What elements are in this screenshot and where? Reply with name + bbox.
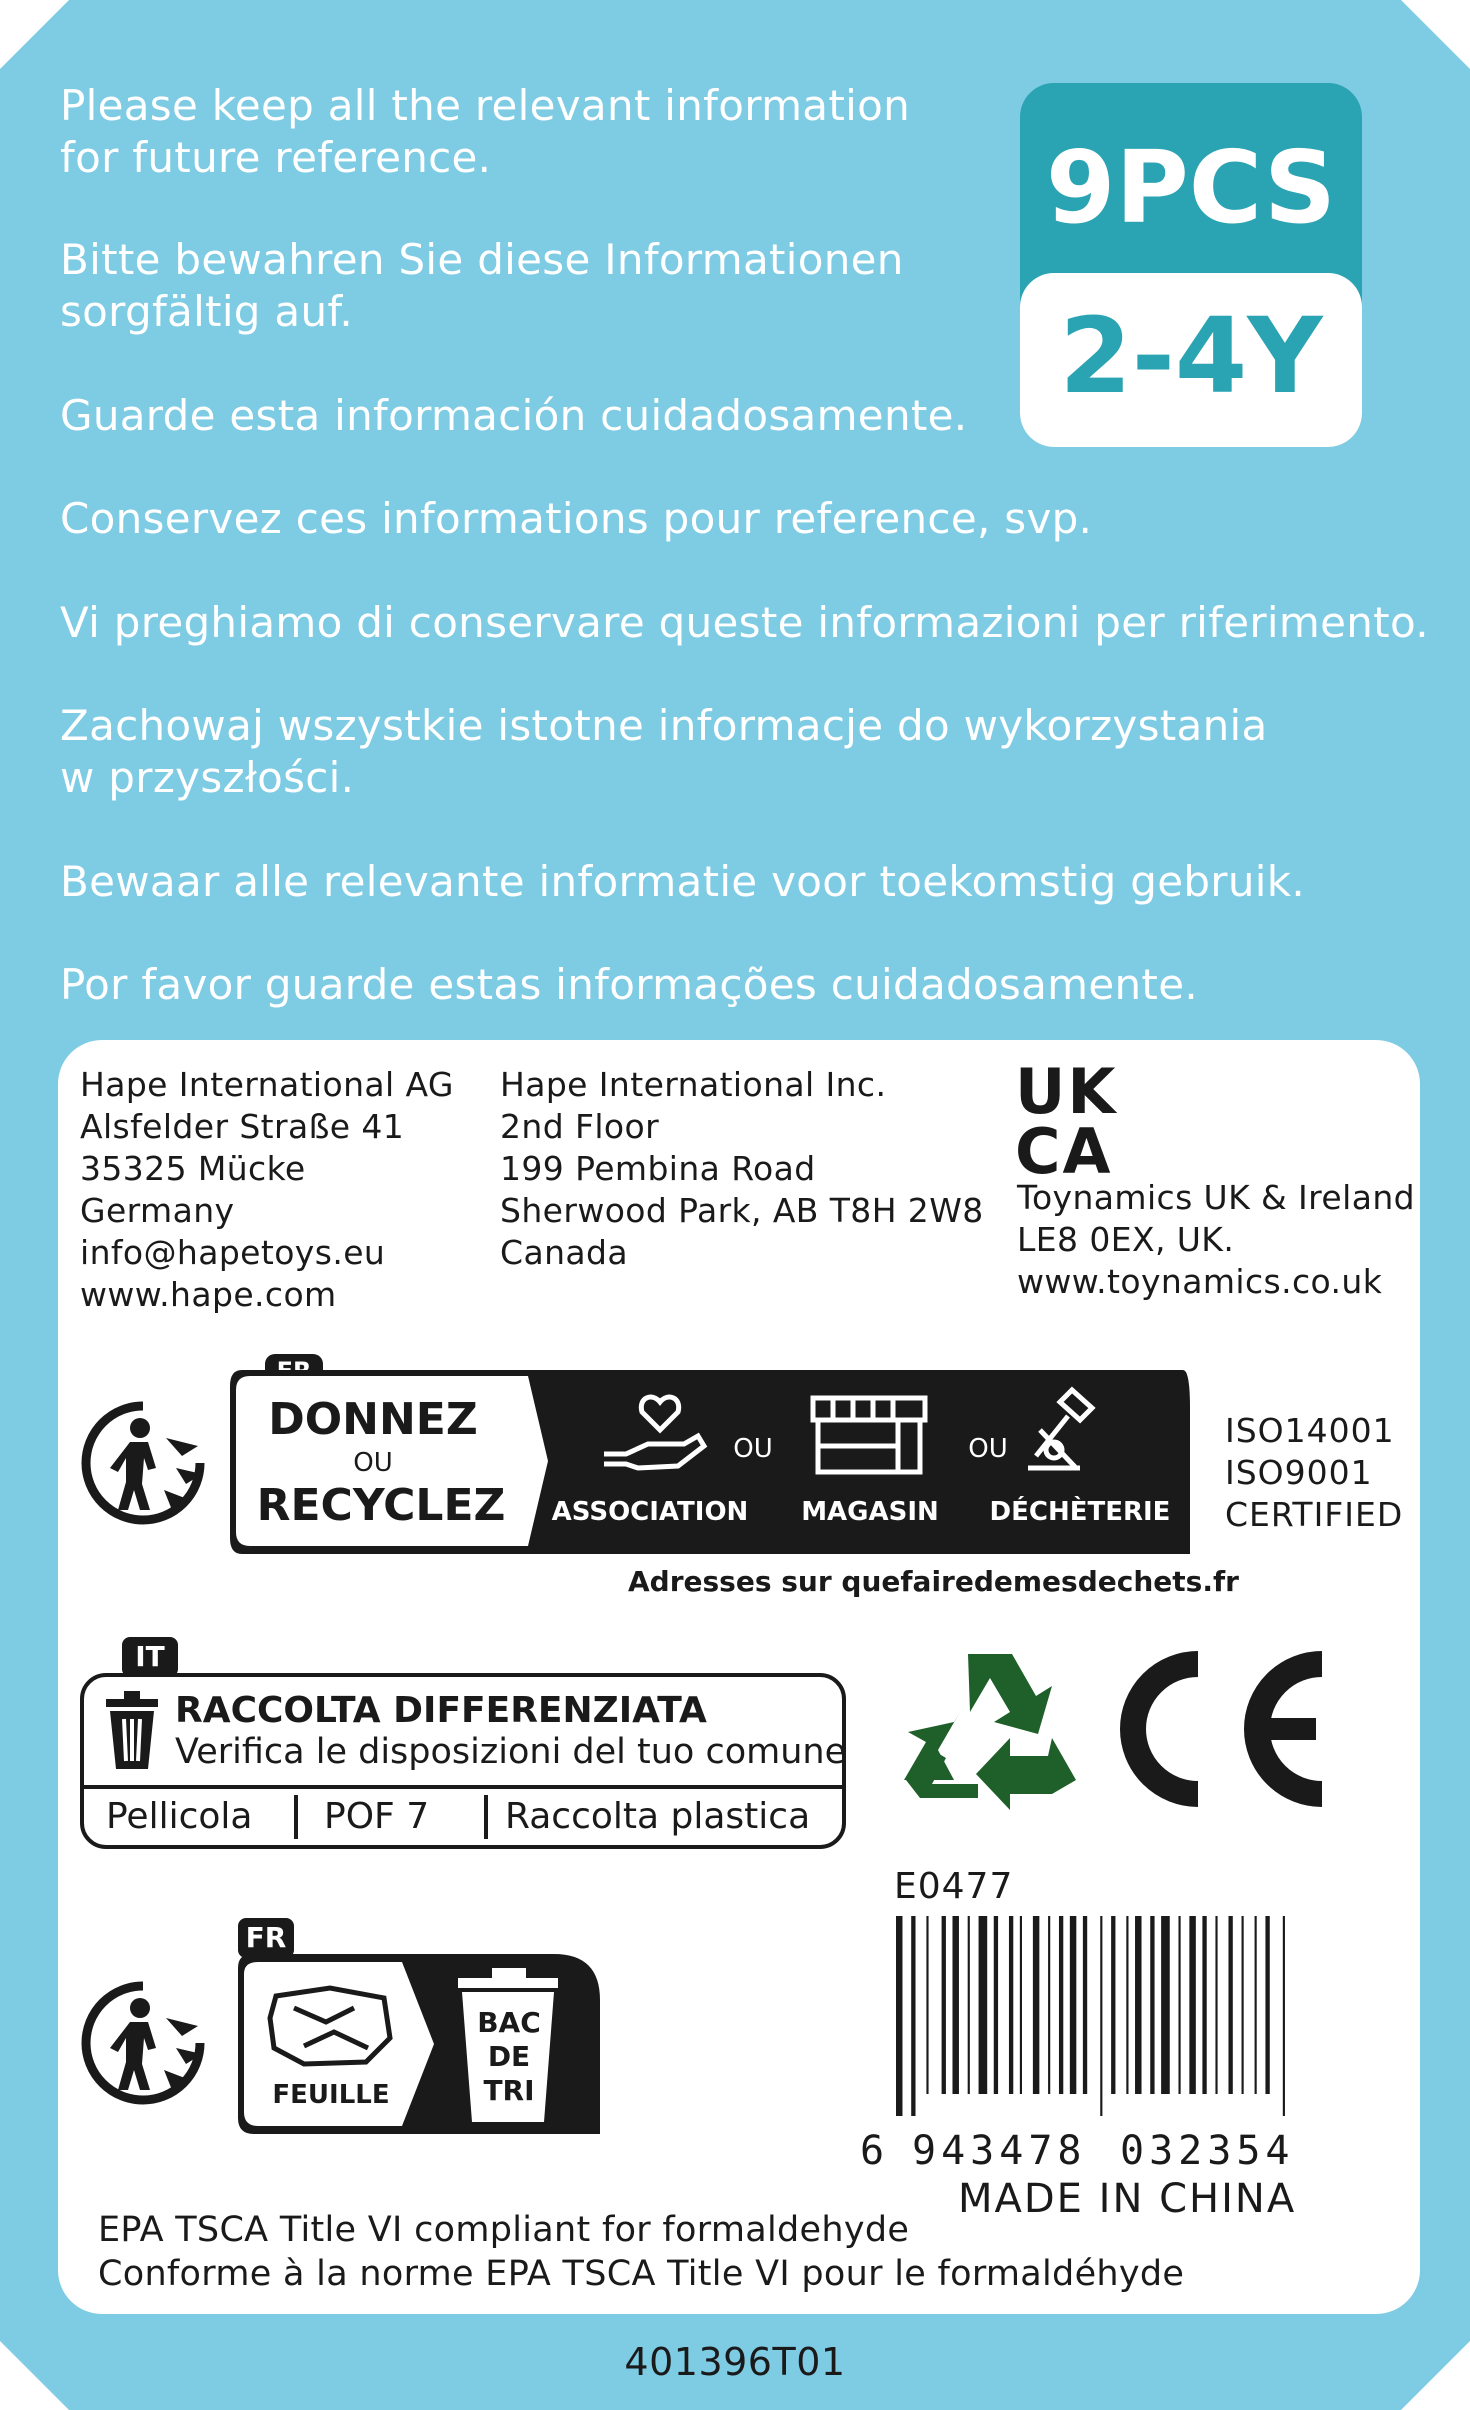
magasin-label: MAGASIN — [801, 1497, 939, 1527]
barcode-bar — [952, 1916, 958, 2094]
barcode-bar — [1048, 1916, 1050, 2094]
barcode-bar — [1100, 1916, 1102, 2116]
barcode-bar — [1020, 1916, 1022, 2094]
raccolta-subtitle: Verifica le disposizioni del tuo comune — [175, 1732, 847, 1772]
notice-french: Conservez ces informations pour reference, svp. — [60, 494, 1093, 543]
trash-bin-icon — [102, 1689, 162, 1773]
donnez-ou-text: OU — [353, 1448, 393, 1478]
barcode-bar — [1111, 1916, 1115, 2094]
raccolta-material: Pellicola — [106, 1796, 253, 1837]
recyclez-text: RECYCLEZ — [256, 1480, 506, 1531]
barcode-bar — [1059, 1916, 1063, 2094]
barcode — [892, 1916, 1372, 2126]
barcode-bar — [1202, 1916, 1206, 2094]
product-code: 401396T01 — [624, 2340, 846, 2384]
iso-certifications: ISO14001 ISO9001 CERTIFIED — [1225, 1411, 1404, 1534]
barcode-bar — [1255, 1916, 1257, 2094]
corner-cut-top-right — [1386, 0, 1470, 84]
barcode-bar — [911, 1916, 915, 2116]
barcode-bar — [1178, 1916, 1180, 2094]
barcode-bar — [994, 1916, 998, 2094]
bac-de-tri-label: BAC DE TRI — [477, 2006, 541, 2107]
barcode-lead-digit: 6 — [860, 2128, 890, 2174]
barcode-bar — [1189, 1916, 1195, 2094]
barcode-right-digits: 032354 — [1120, 2128, 1295, 2174]
age-box — [1020, 273, 1362, 447]
barcode-bar — [1033, 1916, 1039, 2094]
raccolta-code: POF 7 — [324, 1796, 430, 1837]
barcode-bar — [1242, 1916, 1244, 2094]
epa-notice-english: EPA TSCA Title VI compliant for formaldehyde — [98, 2210, 910, 2250]
triman-icon — [78, 1398, 208, 1528]
barcode-bar — [942, 1916, 946, 2094]
barcode-bar — [926, 1916, 928, 2094]
raccolta-title: RACCOLTA DIFFERENZIATA — [175, 1690, 707, 1731]
piece-count: 9PCS — [1045, 129, 1337, 246]
feuille-label: FEUILLE — [272, 2080, 390, 2110]
barcode-bar — [1265, 1916, 1269, 2094]
association-label: ASSOCIATION — [551, 1497, 749, 1527]
barcode-bar — [1215, 1916, 1217, 2094]
barcode-bar — [1161, 1916, 1170, 2094]
triman-icon-2 — [78, 1978, 208, 2108]
barcode-bar — [1283, 1916, 1285, 2116]
barcode-bar — [1135, 1916, 1141, 2094]
notice-portuguese: Por favor guarde estas informações cuidadosamente. — [60, 960, 1198, 1009]
barcode-bar — [1126, 1916, 1128, 2094]
notice-english: Please keep all the relevant information for future reference. — [60, 81, 910, 182]
donnez-text: DONNEZ — [268, 1394, 478, 1445]
address-canada: Hape International Inc. 2nd Floor 199 Pembina Road Sherwood Park, AB T8H 2W8 Canada — [500, 1065, 984, 1272]
barcode-bar — [1228, 1916, 1232, 2094]
batch-code: E0477 — [894, 1866, 1014, 1907]
barcode-bar — [1009, 1916, 1013, 2094]
notice-italian: Vi preghiamo di conservare queste informazioni per riferimento. — [60, 598, 1429, 647]
barcode-bar — [968, 1916, 970, 2094]
barcode-bar — [1150, 1916, 1154, 2094]
raccolta-stream: Raccolta plastica — [505, 1796, 811, 1837]
barcode-bar — [896, 1916, 902, 2116]
epa-notice-french: Conforme à la norme EPA TSCA Title VI pour le formaldéhyde — [98, 2254, 1185, 2294]
dechetterie-label: DÉCHÈTERIE — [989, 1497, 1171, 1527]
fr-tag-2: FR — [238, 1918, 294, 1958]
pieces-age-badge — [1020, 83, 1362, 447]
donnez-footer: Adresses sur quefairedemesdechets.fr — [628, 1565, 1239, 1598]
barcode-bar — [979, 1916, 988, 2094]
ou-separator-1: OU — [733, 1434, 773, 1464]
ou-separator-2: OU — [968, 1434, 1008, 1464]
made-in-china: MADE IN CHINA — [958, 2176, 1297, 2222]
barcode-bar — [1070, 1916, 1076, 2094]
age-range: 2-4Y — [1059, 295, 1323, 417]
notice-dutch: Bewaar alle relevante informatie voor toekomstig gebruik. — [60, 857, 1306, 906]
barcode-left-digits: 943478 — [912, 2128, 1087, 2174]
notice-spanish: Guarde esta información cuidadosamente. — [60, 391, 968, 440]
recycle-icon — [902, 1646, 1078, 1812]
address-uk: Toynamics UK & Ireland LE8 0EX, UK. www.toynamics.co.uk — [1017, 1178, 1415, 1301]
ce-mark-icon — [1098, 1644, 1334, 1814]
address-eu: Hape International AG Alsfelder Straße 41 35325 Mücke Germany info@hapetoys.eu www.hape.com — [80, 1065, 454, 1314]
barcode-bar — [1083, 1916, 1087, 2094]
notice-german: Bitte bewahren Sie diese Informationen sorgfältig auf. — [60, 235, 904, 336]
corner-cut-top-left — [0, 0, 84, 84]
notice-polish: Zachowaj wszystkie istotne informacje do wykorzystania w przyszłości. — [60, 701, 1268, 802]
it-tag: IT — [122, 1637, 178, 1677]
ukca-mark: UK CA — [1015, 1055, 1118, 1188]
